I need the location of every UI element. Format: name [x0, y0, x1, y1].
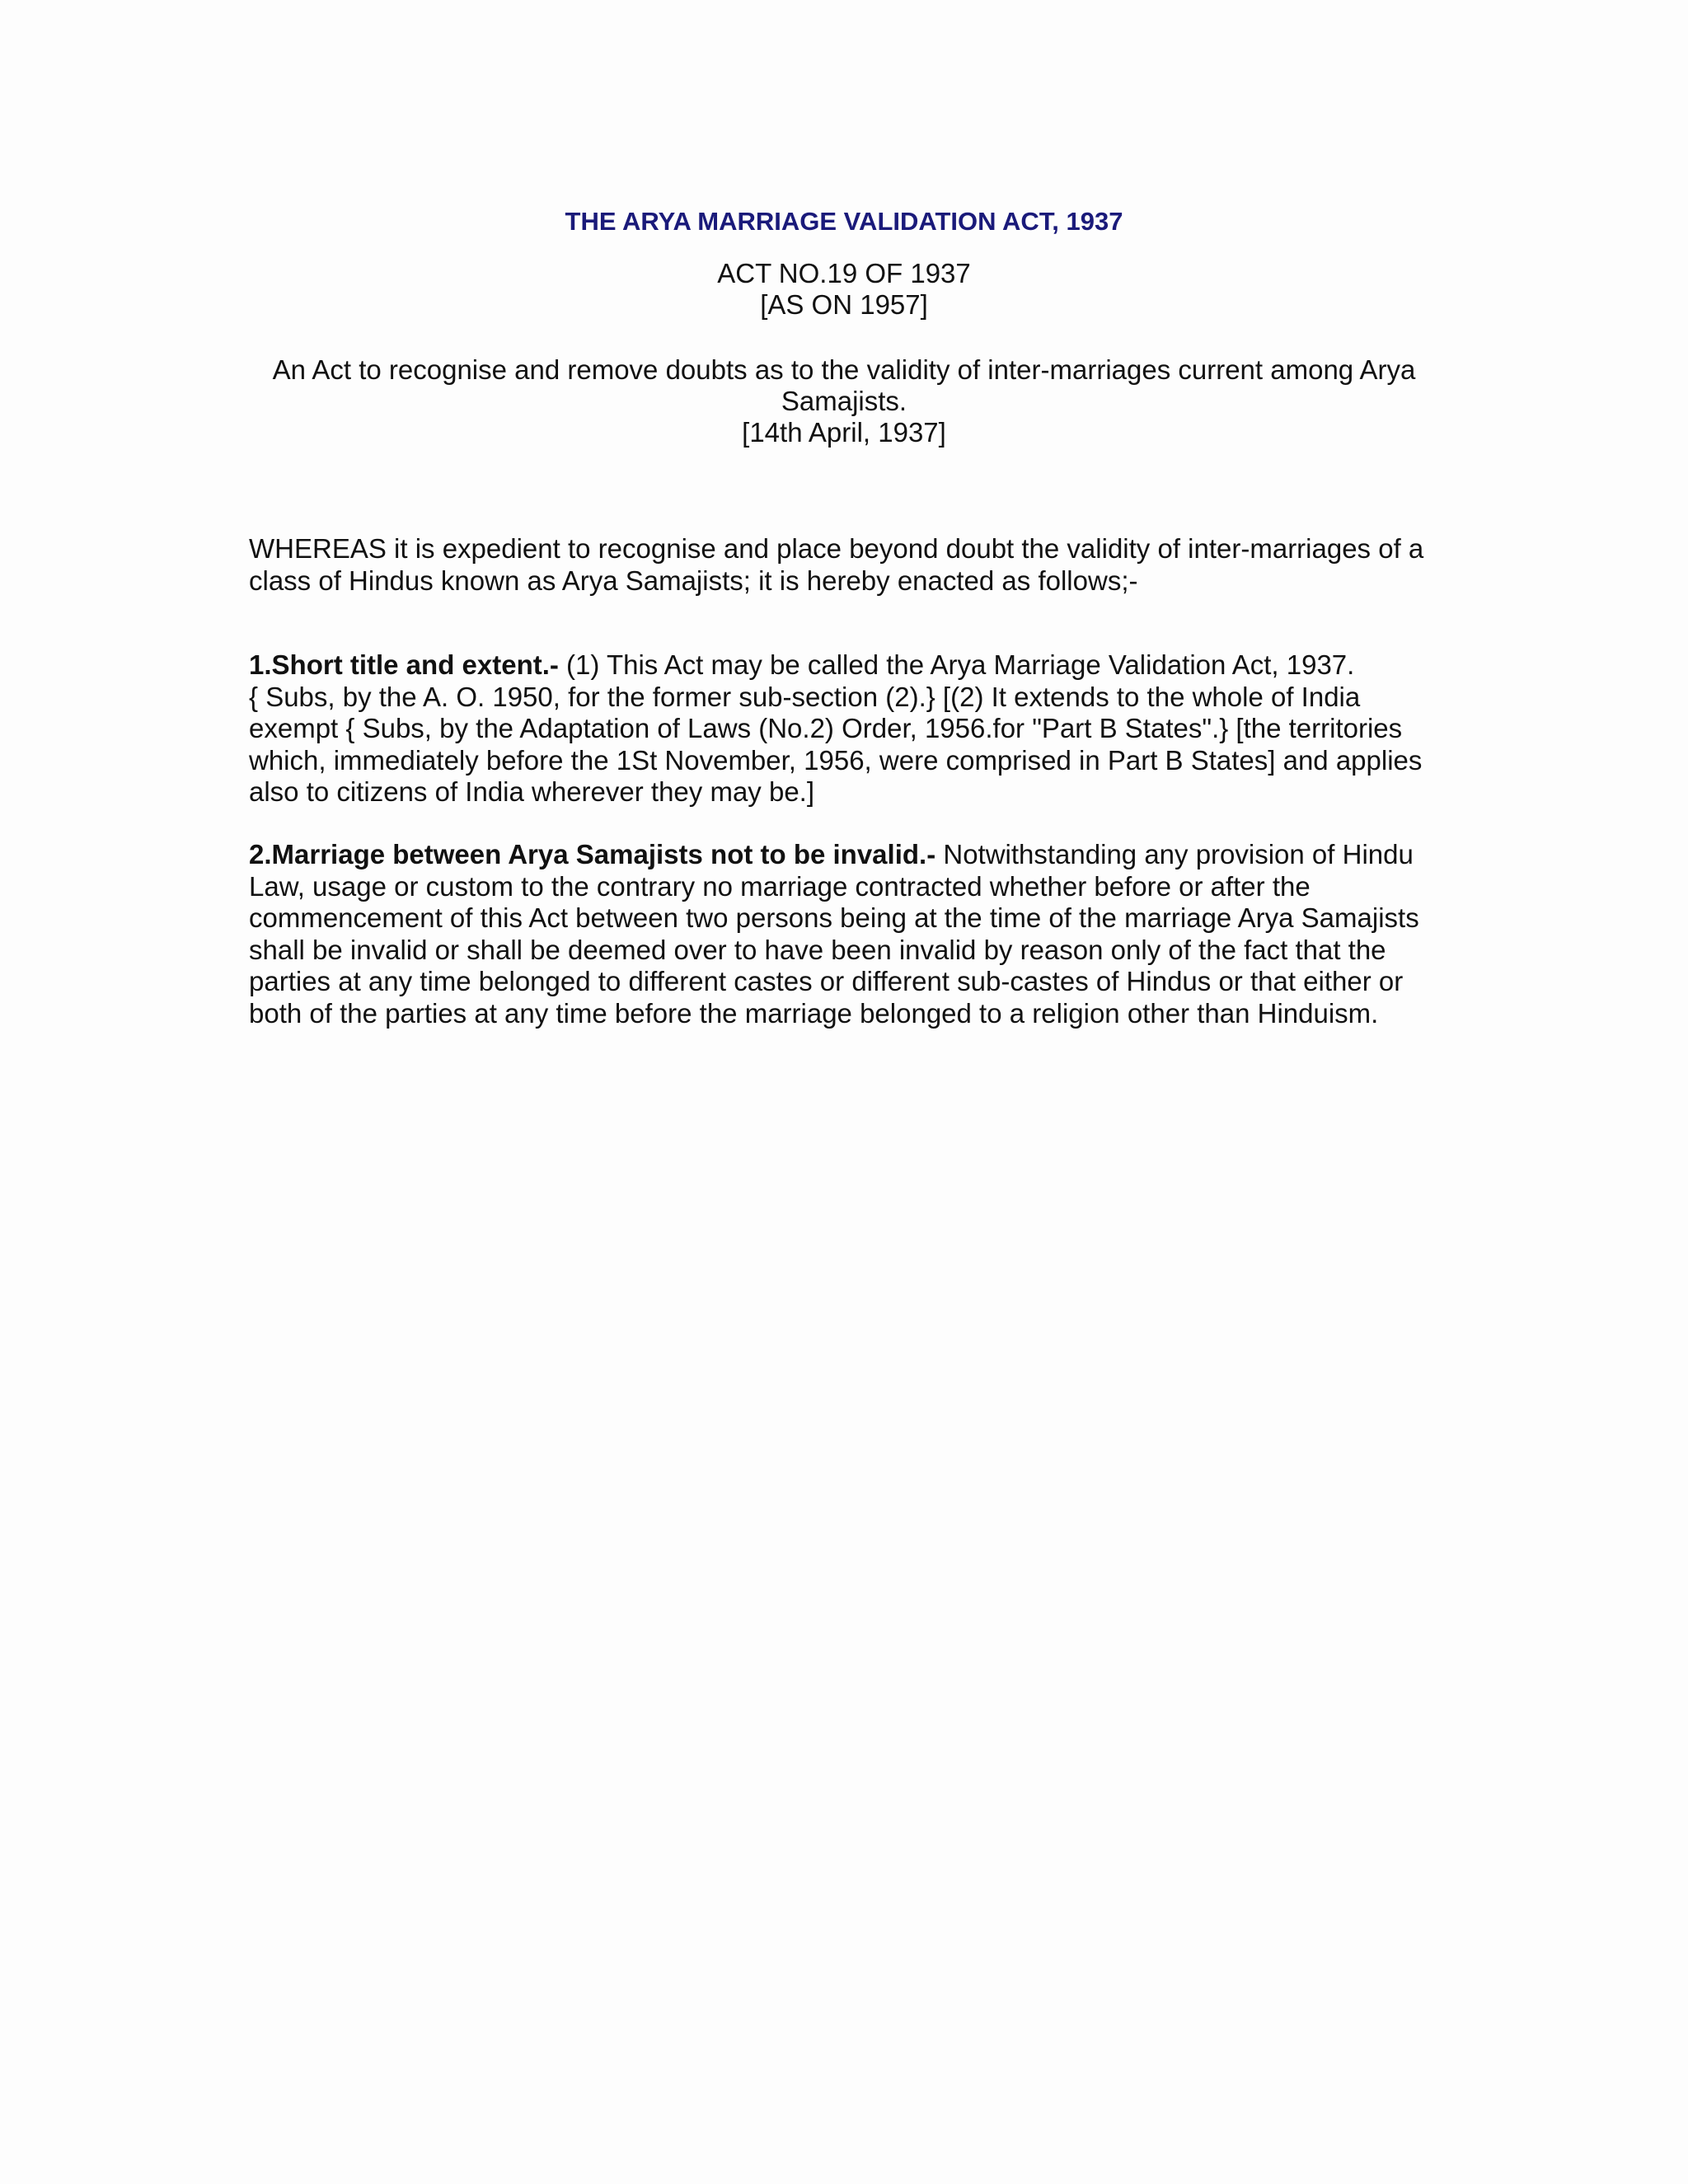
section-1-line: also to citizens of India wherever they may be.]: [249, 776, 815, 808]
section-2-text: Notwithstanding any provision of Hindu: [935, 839, 1414, 869]
section-1-line: which, immediately before the 1St November, 1956, were comprised in Part B States] and applies: [249, 744, 1423, 776]
section-1-text: (1) This Act may be called the Arya Marriage Validation Act, 1937.: [558, 649, 1355, 680]
section-2-line: shall be invalid or shall be deemed over to have been invalid by reason only of the fact that the: [249, 934, 1386, 965]
enactment-date: [14th April, 1937]: [742, 417, 946, 448]
act-title: THE ARYA MARRIAGE VALIDATION ACT, 1937: [565, 207, 1123, 236]
section-2-first-line: [249, 839, 1452, 871]
act-header: [247, 258, 1441, 321]
section-2-line: both of the parties at any time before the marriage belonged to a religion other than Hinduism.: [249, 997, 1379, 1029]
section-2: [249, 839, 1452, 1030]
preamble: [249, 533, 1452, 597]
section-2-line: commencement of this Act between two persons being at the time of the marriage Arya Samajists: [249, 902, 1419, 934]
section-2-heading: 2.Marriage between Arya Samajists not to be invalid.-: [249, 839, 936, 869]
long-title-line: Samajists.: [781, 386, 907, 416]
preamble-line: class of Hindus known as Arya Samajists; it is hereby enacted as follows;-: [249, 565, 1138, 596]
long-title-line: An Act to recognise and remove doubts as to the validity of inter-marriages current among Arya: [272, 354, 1416, 385]
section-1: [249, 649, 1452, 808]
section-1-line: exempt { Subs, by the Adaptation of Laws (No.2) Order, 1956.for "Part B States".} [the territories: [249, 713, 1403, 744]
preamble-line: WHEREAS it is expedient to recognise and place beyond doubt the validity of inter-marriages of a: [249, 533, 1424, 564]
section-1-heading: 1.Short title and extent.-: [249, 649, 559, 680]
section-2-line: Law, usage or custom to the contrary no marriage contracted whether before or after the: [249, 870, 1311, 902]
act-number: ACT NO.19 OF 1937: [717, 258, 971, 288]
section-2-line: parties at any time belonged to different castes or different sub-castes of Hindus or that either or: [249, 966, 1404, 997]
as-on-note: [AS ON 1957]: [760, 289, 928, 320]
section-1-first-line: [249, 649, 1452, 682]
section-1-line: { Subs, by the A. O. 1950, for the former sub-section (2).} [(2) It extends to the whole of India: [249, 681, 1361, 712]
long-title: [247, 354, 1441, 448]
